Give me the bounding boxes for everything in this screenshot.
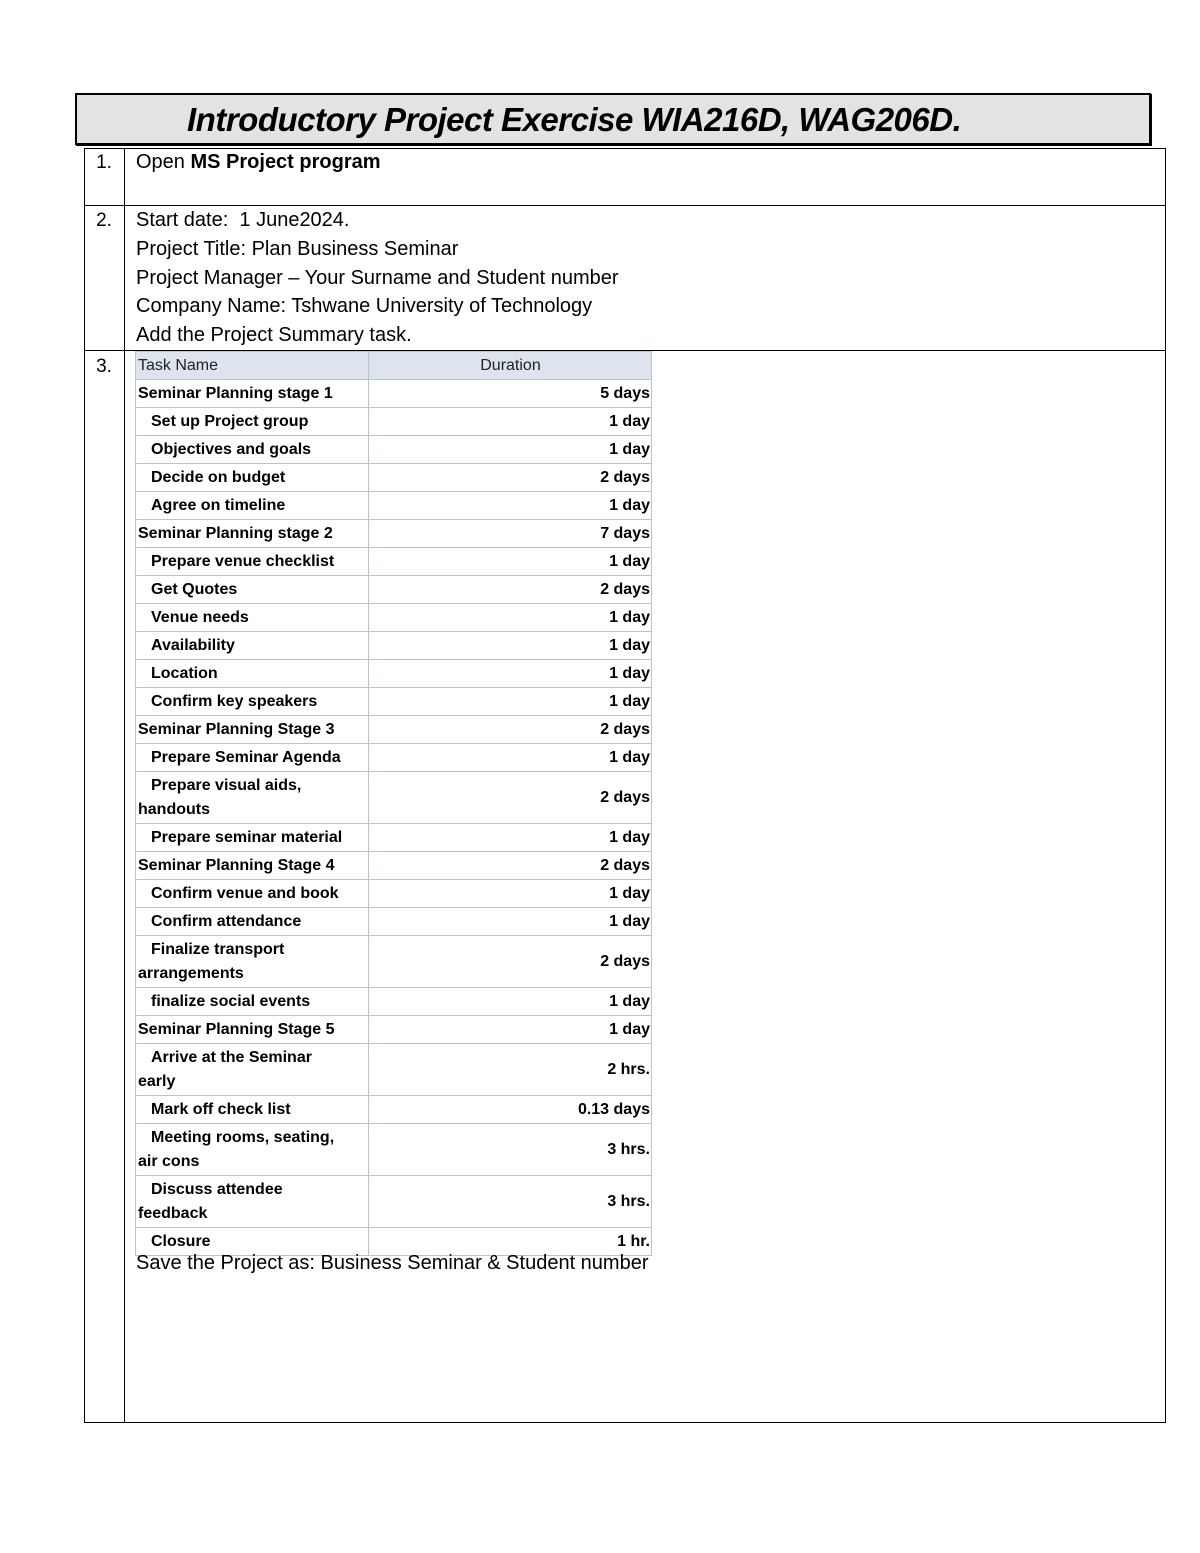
- task-name: Availability: [151, 636, 235, 654]
- task-duration: 1 hr.: [369, 1228, 652, 1256]
- company-name-line: Company Name: Tshwane University of Technology: [136, 295, 593, 318]
- task-name-cell: [136, 744, 369, 772]
- task-name-cell: [136, 548, 369, 576]
- summary-task-row: [136, 520, 652, 548]
- task-name: Confirm key speakers: [151, 692, 318, 710]
- task-name-cell: [136, 576, 369, 604]
- summary-task-row: [136, 716, 652, 744]
- add-summary-task-line: Add the Project Summary task.: [136, 324, 412, 346]
- task-name: Seminar Planning Stage 5: [138, 1020, 335, 1038]
- step-number-2: 2.: [96, 210, 112, 231]
- task-duration: 1 day: [369, 688, 652, 716]
- task-name-continued: air cons: [138, 1152, 200, 1170]
- task-row: [136, 936, 652, 988]
- task-row: [136, 604, 652, 632]
- task-duration: 1 day: [369, 988, 652, 1016]
- task-row: [136, 660, 652, 688]
- task-name-cell: [136, 660, 369, 688]
- task-name-continued: arrangements: [138, 964, 244, 982]
- task-duration: 1 day: [369, 408, 652, 436]
- task-row: [136, 988, 652, 1016]
- task-name-cell: [136, 1016, 369, 1044]
- task-row: [136, 1044, 652, 1096]
- task-name-cell: [136, 1124, 369, 1176]
- document-title: Introductory Project Exercise WIA216D, WAG206D.: [187, 101, 962, 138]
- task-name: Seminar Planning Stage 4: [138, 856, 335, 874]
- number-column-divider: [124, 148, 125, 1423]
- task-duration: 2 days: [369, 936, 652, 988]
- step-number-3: 3.: [96, 356, 112, 377]
- task-name-cell: [136, 772, 369, 824]
- task-name: Arrive at the Seminar: [151, 1048, 312, 1066]
- task-name-cell: [136, 1176, 369, 1228]
- task-name-cell: [136, 936, 369, 988]
- task-name-cell: [136, 880, 369, 908]
- summary-task-row: [136, 852, 652, 880]
- task-name-cell: [136, 380, 369, 408]
- step-number-1: 1.: [96, 152, 112, 173]
- task-duration: 0.13 days: [369, 1096, 652, 1124]
- task-duration: 2 days: [369, 716, 652, 744]
- task-name: finalize social events: [151, 992, 311, 1010]
- task-duration: 1 day: [369, 632, 652, 660]
- task-name-cell: [136, 852, 369, 880]
- task-name-cell: [136, 824, 369, 852]
- task-name: Prepare venue checklist: [151, 552, 335, 570]
- task-name: Prepare visual aids,: [151, 776, 302, 794]
- task-name: Get Quotes: [151, 580, 238, 598]
- task-row: [136, 492, 652, 520]
- title-box: [75, 93, 1151, 145]
- task-name-cell: [136, 688, 369, 716]
- task-name-cell: [136, 464, 369, 492]
- task-duration: 1 day: [369, 744, 652, 772]
- task-duration: 1 day: [369, 1016, 652, 1044]
- task-name: Set up Project group: [151, 412, 309, 430]
- task-name: Seminar Planning stage 2: [138, 524, 333, 542]
- task-name-cell: [136, 988, 369, 1016]
- task-table: [135, 351, 652, 1256]
- task-duration: 3 hrs.: [369, 1124, 652, 1176]
- task-name-cell: [136, 492, 369, 520]
- task-row: [136, 824, 652, 852]
- task-name: Discuss attendee: [151, 1180, 283, 1198]
- task-duration: 5 days: [369, 380, 652, 408]
- task-duration: 1 day: [369, 880, 652, 908]
- task-row: [136, 576, 652, 604]
- task-row: [136, 1124, 652, 1176]
- task-name-continued: feedback: [138, 1204, 208, 1222]
- task-duration: 2 days: [369, 576, 652, 604]
- header-duration: Duration: [369, 352, 652, 380]
- task-name-cell: [136, 908, 369, 936]
- task-name-cell: [136, 604, 369, 632]
- task-row: [136, 632, 652, 660]
- task-duration: 1 day: [369, 548, 652, 576]
- task-duration: 3 hrs.: [369, 1176, 652, 1228]
- task-row: [136, 436, 652, 464]
- task-name-continued: handouts: [138, 800, 210, 818]
- task-name: Objectives and goals: [151, 440, 312, 458]
- task-name-cell: [136, 716, 369, 744]
- task-duration: 2 days: [369, 772, 652, 824]
- task-name: Agree on timeline: [151, 496, 286, 514]
- task-duration: 1 day: [369, 492, 652, 520]
- task-table-body: [136, 380, 652, 1256]
- task-name: Confirm venue and book: [151, 884, 339, 902]
- task-name-cell: [136, 1096, 369, 1124]
- task-duration: 2 hrs.: [369, 1044, 652, 1096]
- task-name: Decide on budget: [151, 468, 286, 486]
- task-name-cell: [136, 1044, 369, 1096]
- task-row: [136, 464, 652, 492]
- task-row: [136, 408, 652, 436]
- task-duration: 1 day: [369, 604, 652, 632]
- task-row: [136, 688, 652, 716]
- step-2-text: [136, 206, 619, 350]
- task-name: Seminar Planning stage 1: [138, 384, 333, 402]
- task-row: [136, 1176, 652, 1228]
- summary-task-row: [136, 1016, 652, 1044]
- task-name: Finalize transport: [151, 940, 285, 958]
- task-name-cell: [136, 408, 369, 436]
- task-duration: 1 day: [369, 436, 652, 464]
- task-duration: 1 day: [369, 908, 652, 936]
- task-row: [136, 548, 652, 576]
- header-task-name: Task Name: [136, 352, 369, 380]
- task-name: Confirm attendance: [151, 912, 302, 930]
- step-1-prefix: Open: [136, 151, 191, 173]
- task-row: [136, 772, 652, 824]
- task-name: Closure: [151, 1232, 211, 1250]
- task-name-cell: [136, 520, 369, 548]
- task-duration: 1 day: [369, 824, 652, 852]
- task-name: Prepare Seminar Agenda: [151, 748, 341, 766]
- task-row: [136, 1096, 652, 1124]
- task-name-continued: early: [138, 1072, 176, 1090]
- task-duration: 1 day: [369, 660, 652, 688]
- task-name-cell: [136, 436, 369, 464]
- task-duration: 7 days: [369, 520, 652, 548]
- start-date-line: Start date: 1 June2024.: [136, 209, 350, 231]
- task-duration: 2 days: [369, 464, 652, 492]
- project-manager-line: Project Manager – Your Surname and Student number: [136, 266, 619, 289]
- task-name: Mark off check list: [151, 1100, 291, 1118]
- step-1-text: [136, 148, 381, 177]
- task-name: Prepare seminar material: [151, 828, 343, 846]
- task-name: Venue needs: [151, 608, 249, 626]
- task-name: Seminar Planning Stage 3: [138, 720, 335, 738]
- task-row: [136, 908, 652, 936]
- save-instruction: Save the Project as: Business Seminar & Student number: [136, 1252, 649, 1274]
- task-row: [136, 880, 652, 908]
- task-row: [136, 744, 652, 772]
- task-name-cell: [136, 632, 369, 660]
- step-1-bold: MS Project program: [190, 151, 381, 173]
- summary-task-row: [136, 380, 652, 408]
- project-title-line: Project Title: Plan Business Seminar: [136, 237, 459, 260]
- task-table-header: [136, 352, 652, 380]
- task-name: Meeting rooms, seating,: [151, 1128, 335, 1146]
- task-duration: 2 days: [369, 852, 652, 880]
- task-name: Location: [151, 664, 218, 682]
